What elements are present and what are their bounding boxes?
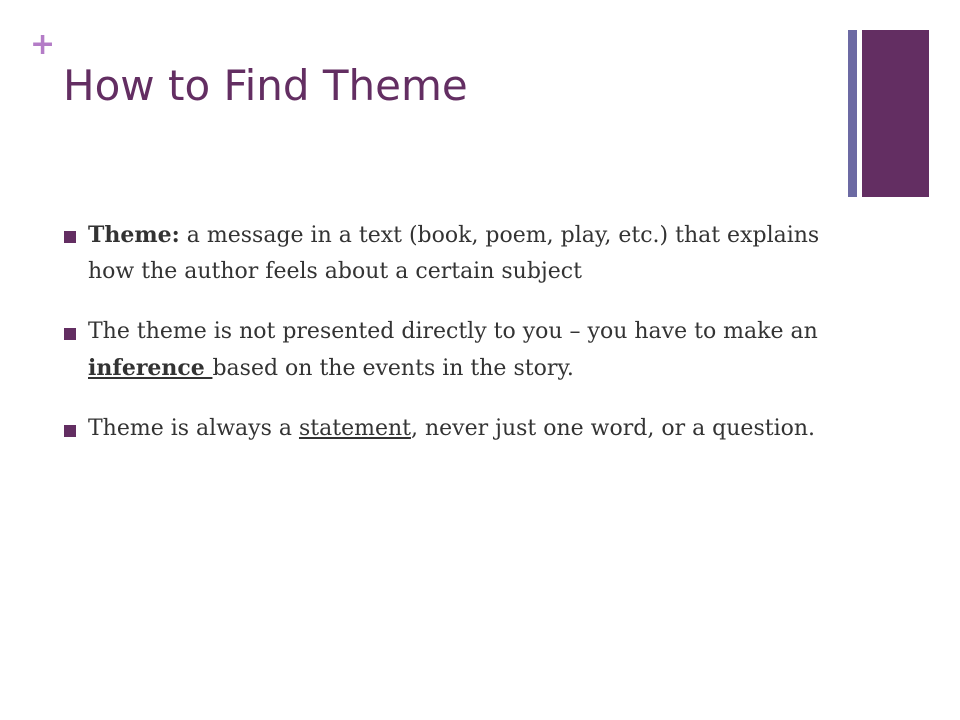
slide-title: How to Find Theme [63,61,468,110]
bullet-emphasis-statement: statement [298,416,411,441]
bullet-emphasis-inference: inference [88,355,213,381]
bullet-text-after: , never just one word, or a question. [410,416,816,441]
bullet-text: a message in a text (book, poem, play, etc.) that explains how the author feels about a certain subject [88,223,820,284]
bullet-square-icon [64,231,76,243]
bullet-item-statement [64,411,834,447]
plus-icon: + [30,27,56,62]
bullet-text-after: based on the events in the story. [212,356,574,381]
bullet-item-inference [64,314,834,387]
bullet-square-icon [64,328,76,340]
bullet-term: Theme: [88,222,180,248]
bullet-text-before: The theme is not presented directly to you – you have to make an [88,319,818,344]
decorative-bar-thin [848,30,857,197]
bullet-square-icon [64,425,76,437]
bullet-text-before: Theme is always a [88,416,299,441]
decorative-bar-wide [862,30,929,197]
bullet-list [64,217,834,471]
bullet-item-theme-definition [64,217,834,290]
